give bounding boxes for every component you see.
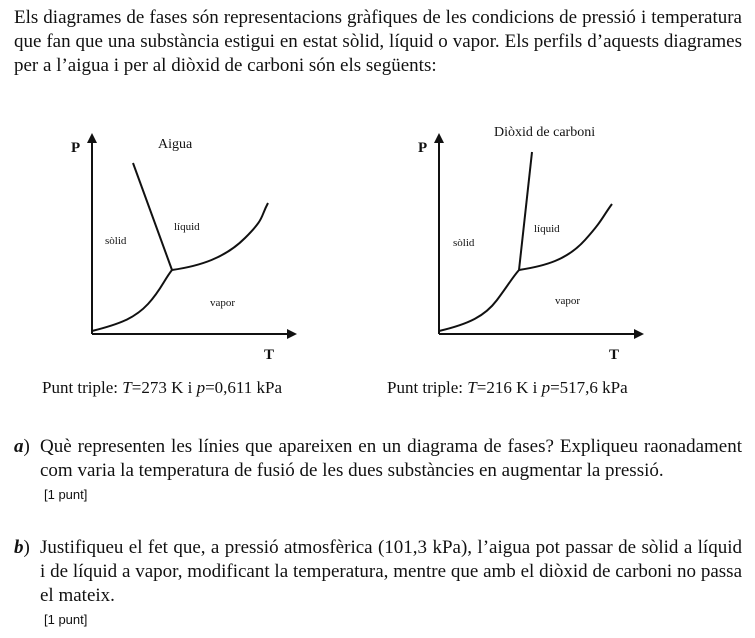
sublimation-curve — [439, 270, 519, 331]
y-axis-label: P — [71, 140, 81, 156]
water-triple-point-caption — [42, 378, 282, 398]
pressure-symbol: p — [541, 378, 551, 397]
diagram-title: Diòxid de carboni — [494, 125, 596, 140]
solid-region-label: sòlid — [105, 235, 127, 247]
question-text: Què representen les línies que apareixen en un diagrama de fases? Expliqueu raonadament com varia la temperatura de fusió de les dues substàncies en augmentar la pressió. — [40, 436, 742, 481]
y-axis-label: P — [418, 140, 428, 156]
pressure-value: =0,611 kPa — [205, 378, 283, 397]
temperature-value: =273 K i — [131, 378, 197, 397]
pressure-value: =517,6 kPa — [550, 378, 628, 397]
co2-triple-point-caption — [387, 378, 628, 398]
temperature-symbol: T — [122, 378, 132, 397]
question-points: [1 punt] — [44, 487, 88, 502]
temperature-value: =216 K i — [476, 378, 542, 397]
question-b — [14, 536, 742, 629]
pressure-symbol: p — [196, 378, 206, 397]
vaporization-curve — [519, 204, 612, 270]
question-text: Justifiqueu el fet que, a pressió atmosfèrica (101,3 kPa), l’aigua pot passar de sòlid a líquid i de líquid a vapor, modificant la temperatura, mentre que amb el diòxid de carboni no passa el mateix. — [40, 537, 742, 606]
temperature-symbol: T — [467, 378, 477, 397]
solid-region-label: sòlid — [453, 237, 475, 249]
vapor-region-label: vapor — [555, 295, 581, 307]
water-phase-diagram — [60, 118, 310, 368]
caption-prefix: Punt triple: — [387, 378, 468, 397]
question-points: [1 punt] — [44, 612, 88, 627]
question-letter: a) — [14, 436, 30, 457]
caption-prefix: Punt triple: — [42, 378, 123, 397]
sublimation-curve — [92, 270, 172, 331]
x-axis-label: T — [609, 347, 620, 363]
question-a — [14, 435, 742, 504]
liquid-region-label: líquid — [174, 221, 200, 233]
vaporization-curve — [172, 203, 268, 270]
diagram-title: Aigua — [158, 137, 193, 152]
x-axis-label: T — [264, 347, 275, 363]
vapor-region-label: vapor — [210, 297, 236, 309]
co2-phase-diagram — [407, 118, 657, 368]
question-letter: b) — [14, 537, 30, 558]
fusion-curve — [133, 163, 172, 270]
intro-paragraph: Els diagrames de fases són representacions gràfiques de les condicions de pressió i temperatura que fan que una substància estigui en estat sòlid, líquid o vapor. Els perfils d’aquests diagrames per a l’aigua i per al diòxid de carboni són els següents: — [14, 7, 742, 76]
liquid-region-label: líquid — [534, 223, 560, 235]
fusion-curve — [519, 152, 532, 270]
